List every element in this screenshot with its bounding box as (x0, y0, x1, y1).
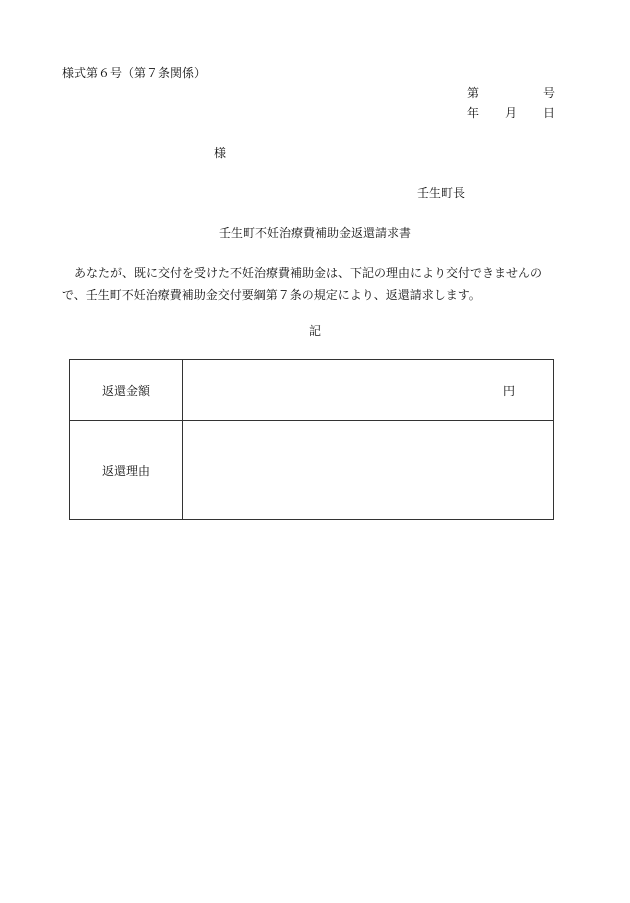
date-year: 年 (467, 106, 480, 120)
issuer-name: 壬生町長 (417, 186, 466, 200)
document-number-go: 号 (543, 86, 556, 100)
reason-value[interactable] (183, 421, 554, 520)
document-number-dai: 第 (467, 86, 480, 100)
body-line-1: あなたが、既に交付を受けた不妊治療費補助金は、下記の理由により交付できませんの (62, 266, 543, 280)
document-title: 壬生町不妊治療費補助金返還請求書 (218, 226, 411, 240)
date-day: 日 (543, 106, 556, 120)
amount-label: 返還金額 (70, 360, 183, 421)
table-row-reason (70, 421, 554, 520)
body-paragraph (62, 262, 562, 306)
body-line-2: で、壬生町不妊治療費補助金交付要綱第７条の規定により、返還請求します。 (62, 288, 481, 302)
amount-value[interactable]: 円 (183, 360, 554, 421)
form-number: 様式第６号（第７条関係） (62, 66, 207, 80)
reason-label: 返還理由 (70, 421, 183, 520)
table-row-amount (70, 360, 554, 421)
date-month: 月 (505, 106, 518, 120)
addressee-suffix: 様 (214, 146, 227, 160)
ki-heading: 記 (308, 324, 321, 338)
detail-table (69, 359, 554, 520)
